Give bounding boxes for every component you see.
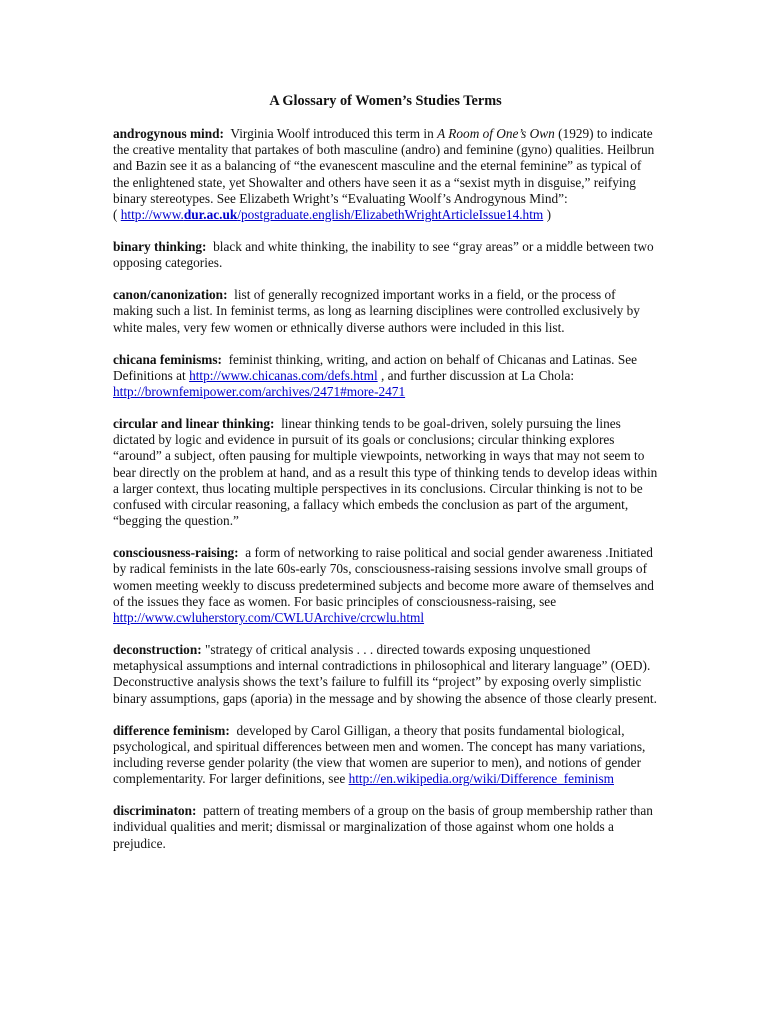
book-title: A Room of One’s Own bbox=[437, 126, 555, 141]
entry-term: circular and linear thinking: bbox=[113, 416, 275, 432]
entry-term: consciousness-raising: bbox=[113, 545, 239, 561]
wright-article-link[interactable] bbox=[121, 207, 543, 222]
entry-term: binary thinking: bbox=[113, 239, 207, 255]
entry-text: list of generally recognized important works in a field, or the process of making such a list. In feminist terms, as long as learning disciplines were controlled exclusively by white males, very few women or ethnically diverse authors were included in this list. bbox=[113, 287, 640, 335]
entry-text: pattern of treating members of a group on the basis of group membership rather than individual qualities and merit; dismissal or marginalization of those against whom one holds a prejudice. bbox=[113, 803, 653, 851]
entry-term: difference feminism: bbox=[113, 722, 230, 738]
entry-text: developed by Carol Gilligan, a theory that posits fundamental biological, psychological, and spiritual differences between men and women. The concept has many variations, including reverse gender polarity (the view that women are superior to men), and notions of gender complementarity. For larger definitions, see bbox=[113, 722, 646, 787]
glossary-entry-difference-feminism bbox=[113, 723, 658, 788]
entry-text: a form of networking to raise political and social gender awareness .Initiated by radical feminists in the late 60s-early 70s, consciousness-raising sessions involve small groups of women meeting weekly to discuss predetermined subjects and become more aware of themselves and of the issues they face as women. For basic principles of consciousness-raising, see bbox=[113, 545, 654, 609]
entry-text: , and further discussion at La Chola: bbox=[380, 367, 575, 383]
chicanas-defs-link[interactable]: http://www.chicanas.com/defs.html bbox=[189, 367, 378, 383]
entry-text: Virginia Woolf introduced this term in bbox=[230, 126, 434, 141]
wikipedia-difference-link[interactable]: http://en.wikipedia.org/wiki/Difference_feminism bbox=[348, 771, 614, 787]
paren-open: ( bbox=[113, 207, 118, 223]
entry-text: black and white thinking, the inability to see “gray areas” or a middle between two opposing categories. bbox=[113, 239, 654, 271]
entry-term: canon/canonization: bbox=[113, 287, 228, 303]
glossary-entry-deconstruction bbox=[113, 642, 658, 707]
entry-term: chicana feminisms: bbox=[113, 351, 222, 367]
entry-term: discriminaton: bbox=[113, 803, 197, 819]
brownfemipower-link[interactable]: http://brownfemipower.com/archives/2471#more-2471 bbox=[113, 384, 406, 400]
entry-term: androgynous mind: bbox=[113, 126, 224, 141]
glossary-entry-canon bbox=[113, 287, 658, 336]
document-page bbox=[113, 93, 658, 868]
entry-text: feminist thinking, writing, and action on behalf of Chicanas and Latinas. See Definitions at bbox=[113, 351, 638, 383]
glossary-entry-circular-linear bbox=[113, 416, 658, 529]
paren-close: ) bbox=[546, 207, 551, 223]
entry-text: (1929) to indicate the creative mentality that partakes of both masculine (andro) and feminine (gyno) qualities. Heilbrun and Bazin see it as a balancing of “the evanescent masculine and the eternal feminine” as typical of the enlightened state, yet Showalter and others have seen it as a “sexist myth in disguise,” reifying binary stereotypes. See Elizabeth Wright’s “Evaluating Woolf’s Androgynous Mind”: bbox=[113, 126, 655, 206]
glossary-entry-androgynous-mind bbox=[113, 126, 658, 223]
document-title: A Glossary of Women’s Studies Terms bbox=[269, 93, 502, 109]
entry-text: linear thinking tends to be goal-driven, solely pursuing the lines dictated by logic and evidence in pursuit of its goals or conclusions; circular thinking explores “around” a subject, often pausing for multiple viewpoints, networking in ways that may not seem to bear directly on the problem at hand, and as a result this type of thinking tends to develop ideas within a larger context, thus locating multiple perspectives in its conclusions. Circular thinking is not to be confused with circular reasoning, a fallacy which embeds the conclusion as part of the argument, “begging the question.” bbox=[113, 416, 658, 529]
glossary-entry-chicana-feminisms bbox=[113, 352, 658, 401]
entry-term: deconstruction: bbox=[113, 642, 202, 658]
link-part: http://www. bbox=[120, 207, 184, 223]
glossary-entry-consciousness-raising bbox=[113, 545, 658, 626]
link-part: /postgraduate.english/ElizabethWrightArticleIssue14.htm bbox=[237, 207, 544, 223]
cwlu-link[interactable]: http://www.cwluherstory.com/CWLUArchive/crcwlu.html bbox=[113, 610, 425, 626]
entry-text: "strategy of critical analysis . . . directed towards exposing unquestioned metaphysical assumptions and internal contradictions in philosophical and literary language” (OED). Deconstructive analysis shows the text’s failure to fulfill its “project” by exposing overly simplistic binary assumptions, gaps (aporia) in the message and by showing the absence of those clearly present. bbox=[113, 642, 657, 706]
glossary-entry-discrimination bbox=[113, 803, 658, 852]
glossary-entry-binary-thinking bbox=[113, 239, 658, 271]
link-part-bold: dur.ac.uk bbox=[183, 207, 238, 223]
